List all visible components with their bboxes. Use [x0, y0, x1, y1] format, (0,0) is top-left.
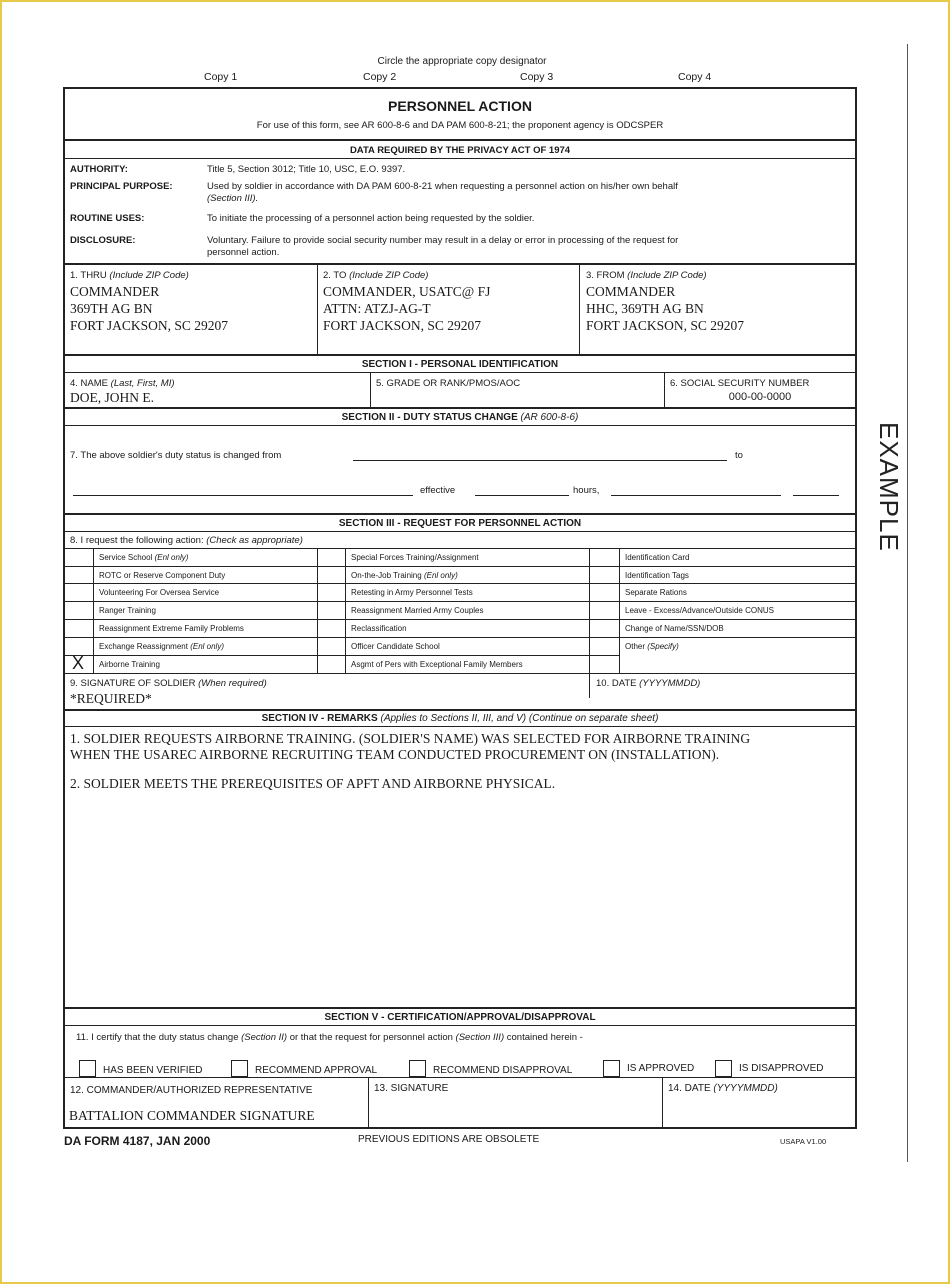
recommend-approval-label: RECOMMEND APPROVAL: [255, 1065, 378, 1076]
remark-2[interactable]: 2. SOLDIER MEETS THE PREREQUISITES OF APFT AND AIRBORNE PHYSICAL.: [70, 776, 556, 791]
divider: [65, 1025, 855, 1026]
from-line-2[interactable]: HHC, 369TH AG BN: [586, 301, 704, 316]
action-rotc-duty[interactable]: ROTC or Reserve Component Duty: [99, 571, 226, 580]
from-line-3[interactable]: FORT JACKSON, SC 29207: [586, 318, 744, 333]
privacy-act-heading: DATA REQUIRED BY THE PRIVACY ACT OF 1974: [349, 145, 571, 156]
action-efmp[interactable]: Asgmt of Pers with Exceptional Family Members: [351, 660, 523, 669]
page-margin-rule: [907, 44, 908, 1162]
extra-field[interactable]: [793, 495, 839, 496]
effective-field[interactable]: [475, 495, 569, 496]
airborne-check-mark[interactable]: X: [72, 653, 85, 673]
principal-purpose-line2: (Section III).: [207, 193, 259, 204]
divider: [65, 583, 855, 584]
divider: [370, 373, 371, 407]
disclosure-label: DISCLOSURE:: [70, 235, 136, 246]
divider: [65, 531, 855, 532]
copy-1-option[interactable]: Copy 1: [204, 71, 238, 83]
ssn-field[interactable]: 000-00-0000: [728, 391, 792, 403]
action-married-couples[interactable]: Reassignment Married Army Couples: [351, 606, 484, 615]
to-line-2[interactable]: ATTN: ATZJ-AG-T: [323, 301, 431, 316]
action-reclassification[interactable]: Reclassification: [351, 624, 407, 633]
section-4-heading: SECTION IV - REMARKS (Applies to Sections II, III, and V) (Continue on separate sheet): [261, 713, 659, 724]
duty-status-to-field[interactable]: [73, 495, 413, 496]
from-line-1[interactable]: COMMANDER: [586, 284, 676, 299]
duty-status-to-label: to: [735, 450, 743, 461]
divider: [65, 407, 855, 409]
disclosure-line2: personnel action.: [207, 247, 280, 258]
hours-label: hours,: [573, 485, 600, 496]
thru-line-1[interactable]: COMMANDER: [70, 284, 160, 299]
form-number: DA FORM 4187, JAN 2000: [64, 1134, 211, 1148]
divider: [368, 1078, 369, 1127]
divider: [65, 139, 855, 141]
verified-checkbox[interactable]: [79, 1060, 96, 1077]
request-line: 8. I request the following action: (Check as appropriate): [70, 535, 303, 546]
signature-label: 13. SIGNATURE: [374, 1083, 449, 1094]
action-other[interactable]: Other (Specify): [625, 642, 679, 651]
principal-purpose-line1: Used by soldier in accordance with DA PAM 600-8-21 when requesting a personnel action on his/her own behalf: [207, 181, 678, 192]
copy-4-option[interactable]: Copy 4: [678, 71, 712, 83]
duty-status-line: 7. The above soldier's duty status is changed from: [70, 450, 282, 461]
effective-label: effective: [420, 485, 456, 496]
divider: [65, 601, 855, 602]
copy-3-option[interactable]: Copy 3: [520, 71, 554, 83]
copy-2-option[interactable]: Copy 2: [363, 71, 397, 83]
action-id-card[interactable]: Identification Card: [625, 553, 690, 562]
section-3-heading: SECTION III - REQUEST FOR PERSONNEL ACTION: [338, 518, 582, 529]
recommend-disapproval-checkbox[interactable]: [409, 1060, 426, 1077]
duty-status-from-field[interactable]: [353, 460, 727, 461]
soldier-signature-label: 9. SIGNATURE OF SOLDIER (When required): [70, 678, 267, 689]
action-ojt[interactable]: On-the-Job Training (Enl only): [351, 571, 458, 580]
divider: [65, 425, 855, 426]
approved-checkbox[interactable]: [603, 1060, 620, 1077]
certification-line: 11. I certify that the duty status change (Section II) or that the request for personnel action (Section III) contained herein -: [76, 1032, 583, 1043]
from-label: 3. FROM (Include ZIP Code): [586, 270, 707, 281]
obsolete-notice: PREVIOUS EDITIONS ARE OBSOLETE: [358, 1134, 540, 1145]
form-title: PERSONNEL ACTION: [388, 98, 532, 114]
action-ocs[interactable]: Officer Candidate School: [351, 642, 440, 651]
copy-designator-note: Circle the appropriate copy designator: [377, 56, 547, 67]
form-subtitle: For use of this form, see AR 600-8-6 and DA PAM 600-8-21; the proponent agency is ODCSPER: [256, 120, 664, 131]
divider: [65, 673, 855, 674]
thru-line-2[interactable]: 369TH AG BN: [70, 301, 153, 316]
remark-1-line-2[interactable]: WHEN THE USAREC AIRBORNE RECRUITING TEAM CONDUCTED PROCUREMENT ON (INSTALLATION).: [70, 747, 720, 762]
action-leave[interactable]: Leave - Excess/Advance/Outside CONUS: [625, 606, 774, 615]
divider: [589, 548, 590, 698]
action-change-name[interactable]: Change of Name/SSN/DOB: [625, 624, 724, 633]
remark-1-line-1[interactable]: 1. SOLDIER REQUESTS AIRBORNE TRAINING. (SOLDIER'S NAME) WAS SELECTED FOR AIRBORNE TRAINING: [70, 731, 751, 746]
example-watermark: EXAMPLE: [874, 422, 904, 552]
divider: [65, 354, 855, 356]
request-date-label: 10. DATE (YYYYMMDD): [596, 678, 701, 689]
action-exchange-reassignment[interactable]: Exchange Reassignment (Enl only): [99, 642, 224, 651]
verified-label: HAS BEEN VERIFIED: [103, 1065, 203, 1076]
action-oversea-service[interactable]: Volunteering For Oversea Service: [99, 588, 220, 597]
grade-label: 5. GRADE OR RANK/PMOS/AOC: [376, 378, 521, 389]
divider: [65, 1007, 855, 1009]
action-ranger-training[interactable]: Ranger Training: [99, 606, 156, 615]
divider: [65, 513, 855, 515]
to-line-3[interactable]: FORT JACKSON, SC 29207: [323, 318, 481, 333]
disclosure-line1: Voluntary. Failure to provide social security number may result in a delay or error in processing of the request for: [207, 235, 679, 246]
action-special-forces[interactable]: Special Forces Training/Assignment: [351, 553, 479, 562]
divider: [65, 709, 855, 711]
thru-label: 1. THRU (Include ZIP Code): [70, 270, 189, 281]
divider: [662, 1078, 663, 1127]
principal-purpose-label: PRINCIPAL PURPOSE:: [70, 181, 173, 192]
disapproved-checkbox[interactable]: [715, 1060, 732, 1077]
recommend-approval-checkbox[interactable]: [231, 1060, 248, 1077]
divider: [65, 566, 855, 567]
personnel-action-form: [63, 87, 857, 1129]
thru-line-3[interactable]: FORT JACKSON, SC 29207: [70, 318, 228, 333]
divider: [65, 726, 855, 727]
commander-label: 12. COMMANDER/AUTHORIZED REPRESENTATIVE: [70, 1085, 313, 1096]
section-2-heading: SECTION II - DUTY STATUS CHANGE (AR 600-8-6): [341, 412, 579, 423]
divider: [65, 158, 855, 159]
section-1-heading: SECTION I - PERSONAL IDENTIFICATION: [361, 359, 559, 370]
action-service-school[interactable]: Service School (Enl only): [99, 553, 189, 562]
section-5-heading: SECTION V - CERTIFICATION/APPROVAL/DISAPPROVAL: [324, 1012, 596, 1023]
authority-label: AUTHORITY:: [70, 164, 128, 175]
name-field[interactable]: DOE, JOHN E.: [70, 390, 154, 405]
soldier-signature-field[interactable]: *REQUIRED*: [70, 691, 152, 706]
action-retesting[interactable]: Retesting in Army Personnel Tests: [351, 588, 473, 597]
recommend-disapproval-label: RECOMMEND DISAPPROVAL: [433, 1065, 573, 1076]
divider: [65, 619, 855, 620]
to-label: 2. TO (Include ZIP Code): [323, 270, 429, 281]
divider: [65, 1077, 855, 1078]
approved-label: IS APPROVED: [627, 1063, 695, 1074]
action-separate-rations[interactable]: Separate Rations: [625, 588, 687, 597]
divider: [65, 637, 855, 638]
divider: [317, 264, 318, 354]
action-airborne-training[interactable]: Airborne Training: [99, 660, 160, 669]
date-field[interactable]: [611, 495, 781, 496]
approval-date-label: 14. DATE (YYYYMMDD): [668, 1083, 778, 1094]
ssn-label: 6. SOCIAL SECURITY NUMBER: [670, 378, 810, 389]
divider: [65, 655, 619, 656]
divider: [65, 372, 855, 373]
action-id-tags[interactable]: Identification Tags: [625, 571, 689, 580]
divider: [579, 264, 580, 354]
to-line-1[interactable]: COMMANDER, USATC@ FJ: [323, 284, 491, 299]
divider: [65, 263, 855, 265]
name-label: 4. NAME (Last, First, MI): [70, 378, 175, 389]
routine-uses-text: To initiate the processing of a personnel action being requested by the soldier.: [207, 213, 535, 224]
version-label: USAPA V1.00: [780, 1137, 827, 1146]
authority-text: Title 5, Section 3012; Title 10, USC, E.O. 9397.: [207, 164, 406, 175]
action-reassignment-family[interactable]: Reassignment Extreme Family Problems: [99, 624, 244, 633]
commander-field[interactable]: BATTALION COMMANDER SIGNATURE: [69, 1108, 315, 1123]
divider: [65, 548, 855, 549]
routine-uses-label: ROUTINE USES:: [70, 213, 145, 224]
disapproved-label: IS DISAPPROVED: [739, 1063, 824, 1074]
